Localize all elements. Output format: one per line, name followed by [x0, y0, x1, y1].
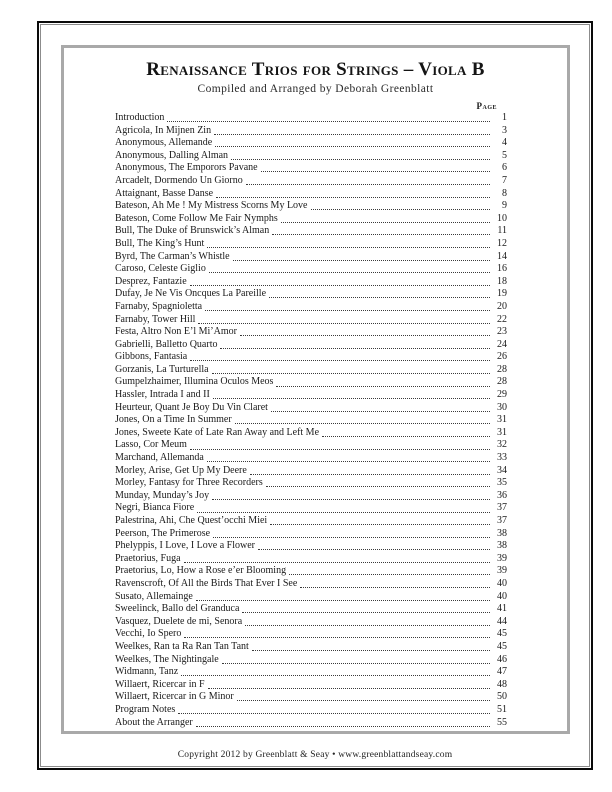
- toc-entry-page: 45: [497, 628, 507, 640]
- dot-leader: [286, 565, 492, 578]
- toc-entry-title: Gibbons, Fantasia: [115, 351, 188, 363]
- toc-entry-title: Anonymous, Dalling Alman: [115, 149, 229, 161]
- toc-entry: [115, 339, 507, 352]
- toc-entry-title: Jones, Sweete Kate of Late Ran Away and Left Me: [115, 426, 320, 438]
- dot-leader: [187, 439, 492, 452]
- toc-entry: [115, 213, 507, 226]
- toc-entry-page: 28: [497, 376, 507, 388]
- dot-leader: [175, 704, 492, 717]
- toc-entry-page: 55: [497, 716, 507, 728]
- toc-entry-title: About the Arranger: [115, 716, 193, 728]
- toc-entry-title: Heurteur, Quant Je Boy Du Vin Claret: [115, 401, 268, 413]
- toc-entry-page: 4: [502, 137, 507, 149]
- toc-entry-page: 31: [497, 426, 507, 438]
- toc-entry: [115, 490, 507, 503]
- toc-entry-page: 51: [497, 703, 507, 715]
- dot-leader: [228, 150, 492, 163]
- copyright-footer: Copyright 2012 by Greenblatt & Seay • www.greenblattandseay.com: [177, 750, 453, 760]
- toc-entry-page: 20: [497, 300, 507, 312]
- toc-entry: [115, 238, 507, 251]
- toc-entry: [115, 691, 507, 704]
- toc-entry: [115, 578, 507, 591]
- dot-leader: [230, 251, 492, 264]
- toc-entry: [115, 666, 507, 679]
- toc-entry-title: Ravenscroft, Of All the Birds That Ever I See: [115, 577, 298, 589]
- toc-entry-page: 22: [497, 313, 507, 325]
- toc-entry: [115, 641, 507, 654]
- dot-leader: [181, 553, 492, 566]
- toc-entry-page: 7: [502, 174, 507, 186]
- toc-entry: [115, 717, 507, 730]
- toc-entry-title: Negri, Bianca Fiore: [115, 502, 195, 514]
- dot-leader: [258, 162, 492, 175]
- toc-entry-title: Sweelinck, Ballo del Granduca: [115, 603, 240, 615]
- toc-entry-title: Praetorius, Fuga: [115, 552, 181, 564]
- toc-entry: [115, 679, 507, 692]
- page-subtitle: Compiled and Arranged by Deborah Greenblatt: [197, 83, 434, 95]
- toc-entry: [115, 389, 507, 402]
- content-border-box: [61, 45, 570, 734]
- toc-entry-title: Lasso, Cor Meum: [115, 439, 187, 451]
- dot-leader: [268, 402, 492, 415]
- toc-entry-title: Festa, Altro Non E’l Mi’Amor: [115, 326, 237, 338]
- toc-entry: [115, 251, 507, 264]
- toc-entry-title: Willaert, Ricercar in F: [115, 678, 205, 690]
- dot-leader: [210, 389, 492, 402]
- dot-leader: [269, 225, 492, 238]
- dot-leader: [213, 188, 492, 201]
- toc-entry-title: Farnaby, Spagnioletta: [115, 300, 203, 312]
- dot-leader: [267, 515, 492, 528]
- dot-leader: [193, 591, 492, 604]
- dot-leader: [278, 213, 492, 226]
- toc-entry-title: Attaignant, Basse Danse: [115, 187, 214, 199]
- dot-leader: [297, 578, 492, 591]
- toc-entry-title: Peerson, The Primerose: [115, 527, 211, 539]
- dot-leader: [193, 717, 492, 730]
- toc-entry: [115, 427, 507, 440]
- toc-entry-title: Munday, Munday’s Joy: [115, 489, 210, 501]
- toc-entry-page: 16: [497, 263, 507, 275]
- dot-leader: [187, 276, 492, 289]
- toc-entry: [115, 376, 507, 389]
- toc-entry-page: 46: [497, 653, 507, 665]
- toc-entry-page: 11: [497, 225, 507, 237]
- dot-leader: [232, 414, 492, 427]
- toc-entry-page: 33: [497, 452, 507, 464]
- toc-entry-page: 9: [502, 200, 507, 212]
- toc-entry: [115, 188, 507, 201]
- toc-entry-title: Anonymous, Allemande: [115, 137, 213, 149]
- dot-leader: [249, 641, 492, 654]
- toc-entry-page: 19: [497, 288, 507, 300]
- toc-entry: [115, 502, 507, 515]
- toc-list: [115, 112, 507, 729]
- toc-entry: [115, 452, 507, 465]
- dot-leader: [195, 314, 492, 327]
- toc-entry: [115, 477, 507, 490]
- toc-entry-title: Weelkes, The Nightingale: [115, 653, 219, 665]
- toc-entry-page: 47: [497, 666, 507, 678]
- dot-leader: [209, 490, 492, 503]
- dot-leader: [209, 364, 492, 377]
- toc-entry-title: Gorzanis, La Turturella: [115, 363, 209, 375]
- toc-entry-page: 18: [497, 275, 507, 287]
- dot-leader: [205, 679, 492, 692]
- toc-entry: [115, 351, 507, 364]
- toc-entry-page: 14: [497, 250, 507, 262]
- toc-entry-title: Dufay, Je Ne Vis Oncques La Pareille: [115, 288, 267, 300]
- toc-entry-page: 34: [497, 464, 507, 476]
- toc-entry-page: 37: [497, 502, 507, 514]
- toc-entry: [115, 414, 507, 427]
- dot-leader: [219, 654, 492, 667]
- dot-leader: [243, 175, 492, 188]
- toc-entry-title: Widmann, Tanz: [115, 666, 179, 678]
- toc-entry-page: 8: [502, 187, 507, 199]
- toc-entry: [115, 200, 507, 213]
- toc-entry-page: 10: [497, 212, 507, 224]
- toc-entry-page: 39: [497, 552, 507, 564]
- dot-leader: [204, 238, 492, 251]
- dot-leader: [319, 427, 492, 440]
- toc-entry: [115, 150, 507, 163]
- toc-entry-page: 37: [497, 515, 507, 526]
- toc-entry-page: 35: [497, 477, 507, 489]
- toc-entry-page: 32: [497, 439, 507, 451]
- toc-entry: [115, 402, 507, 415]
- toc-entry-page: 41: [497, 603, 507, 615]
- toc-entry-title: Hassler, Intrada I and II: [115, 389, 210, 401]
- dot-leader: [187, 351, 492, 364]
- toc-entry-page: 36: [497, 489, 507, 501]
- dot-leader: [204, 452, 492, 465]
- toc-entry-title: Bull, The King’s Hunt: [115, 237, 205, 249]
- toc-entry: [115, 654, 507, 667]
- toc-entry-title: Bateson, Come Follow Me Fair Nymphs: [115, 212, 278, 224]
- dot-leader: [237, 326, 492, 339]
- toc-entry: [115, 364, 507, 377]
- toc-entry-page: 1: [502, 112, 507, 123]
- toc-entry: [115, 314, 507, 327]
- toc-entry-page: 48: [497, 678, 507, 690]
- toc-entry-title: Vasquez, Duelete de mi, Senora: [115, 615, 243, 627]
- toc-entry: [115, 288, 507, 301]
- page-title: Renaissance Trios for Strings – Viola B: [146, 59, 485, 80]
- toc-entry-page: 45: [497, 640, 507, 652]
- toc-entry-title: Anonymous, The Emporors Pavane: [115, 162, 258, 174]
- toc-entry-page: 39: [497, 565, 507, 577]
- toc-entry: [115, 125, 507, 138]
- toc-entry-page: 44: [497, 615, 507, 627]
- toc-entry-page: 26: [497, 351, 507, 363]
- toc-entry: [115, 603, 507, 616]
- dot-leader: [181, 628, 492, 641]
- dot-leader: [217, 339, 492, 352]
- toc-entry: [115, 515, 507, 528]
- toc-entry-page: 6: [502, 162, 507, 174]
- toc-entry-title: Morley, Fantasy for Three Recorders: [115, 477, 263, 489]
- toc-entry-title: Caroso, Celeste Giglio: [115, 263, 206, 275]
- toc-entry-title: Phelyppis, I Love, I Love a Flower: [115, 540, 255, 552]
- dot-leader: [164, 112, 492, 125]
- toc-entry-title: Jones, On a Time In Summer: [115, 414, 232, 426]
- toc-entry-page: 38: [497, 540, 507, 552]
- dot-leader: [210, 528, 492, 541]
- toc-entry-title: Arcadelt, Dormendo Un Giorno: [115, 174, 243, 186]
- dot-leader: [239, 603, 492, 616]
- dot-leader: [212, 137, 492, 150]
- toc-entry-title: Farnaby, Tower Hill: [115, 313, 196, 325]
- dot-leader: [266, 288, 492, 301]
- toc-entry-page: 50: [497, 691, 507, 703]
- dot-leader: [202, 301, 492, 314]
- toc-entry-title: Marchand, Allemanda: [115, 452, 204, 464]
- toc-entry-page: 5: [502, 149, 507, 161]
- dot-leader: [242, 616, 492, 629]
- toc-entry-title: Bateson, Ah Me ! My Mistress Scorns My Love: [115, 200, 308, 212]
- toc-entry-title: Introduction: [115, 112, 165, 123]
- toc-entry: [115, 704, 507, 717]
- toc-entry-title: Vecchi, Io Spero: [115, 628, 182, 640]
- dot-leader: [308, 200, 493, 213]
- toc-entry: [115, 326, 507, 339]
- toc-entry-title: Gumpelzhaimer, Illumina Oculos Meos: [115, 376, 274, 388]
- toc-entry-page: 23: [497, 326, 507, 338]
- toc-entry-page: 24: [497, 338, 507, 350]
- dot-leader: [206, 263, 492, 276]
- toc-entry: [115, 175, 507, 188]
- toc-entry-page: 40: [497, 590, 507, 602]
- page-border-outer: [37, 21, 593, 770]
- dot-leader: [255, 540, 492, 553]
- toc-entry: [115, 628, 507, 641]
- toc-entry: [115, 565, 507, 578]
- toc-entry: [115, 263, 507, 276]
- toc-entry-page: 40: [497, 577, 507, 589]
- toc-entry: [115, 301, 507, 314]
- dot-leader: [178, 666, 492, 679]
- dot-leader: [194, 502, 492, 515]
- toc-entry: [115, 591, 507, 604]
- toc-entry-title: Program Notes: [115, 703, 176, 715]
- toc-entry: [115, 616, 507, 629]
- toc-entry: [115, 162, 507, 175]
- dot-leader: [211, 125, 492, 138]
- toc-entry-title: Desprez, Fantazie: [115, 275, 187, 287]
- page-column-header: Page: [476, 101, 497, 111]
- toc-entry: [115, 553, 507, 566]
- toc-entry-page: 29: [497, 389, 507, 401]
- toc-entry: [115, 465, 507, 478]
- toc-entry-title: Byrd, The Carman’s Whistle: [115, 250, 230, 262]
- dot-leader: [234, 691, 492, 704]
- toc-entry-page: 28: [497, 363, 507, 375]
- toc-entry: [115, 225, 507, 238]
- toc-entry-title: Willaert, Ricercar in G Minor: [115, 691, 234, 703]
- dot-leader: [273, 376, 492, 389]
- toc-entry: [115, 439, 507, 452]
- toc-entry-title: Weelkes, Ran ta Ra Ran Tan Tant: [115, 640, 249, 652]
- toc-entry-page: 31: [497, 414, 507, 426]
- toc-entry: [115, 137, 507, 150]
- toc-entry-title: Bull, The Duke of Brunswick’s Alman: [115, 225, 270, 237]
- toc-entry-title: Morley, Arise, Get Up My Deere: [115, 464, 247, 476]
- dot-leader: [263, 477, 492, 490]
- toc-entry-title: Susato, Allemainge: [115, 590, 193, 602]
- toc-entry: [115, 528, 507, 541]
- toc-entry-page: 12: [497, 237, 507, 249]
- toc-entry: [115, 276, 507, 289]
- toc-entry-page: 38: [497, 527, 507, 539]
- toc-section: [115, 101, 507, 729]
- toc-entry: [115, 112, 507, 125]
- dot-leader: [247, 465, 492, 478]
- toc-entry-page: 30: [497, 401, 507, 413]
- toc-entry-page: 3: [502, 124, 507, 136]
- toc-entry-title: Praetorius, Lo, How a Rose e’er Blooming: [115, 565, 287, 577]
- toc-entry-title: Agricola, In Mijnen Zin: [115, 124, 212, 136]
- toc-entry-title: Gabrielli, Balletto Quarto: [115, 338, 218, 350]
- toc-entry-title: Palestrina, Ahi, Che Quest’occhi Miei: [115, 515, 268, 526]
- toc-entry: [115, 540, 507, 553]
